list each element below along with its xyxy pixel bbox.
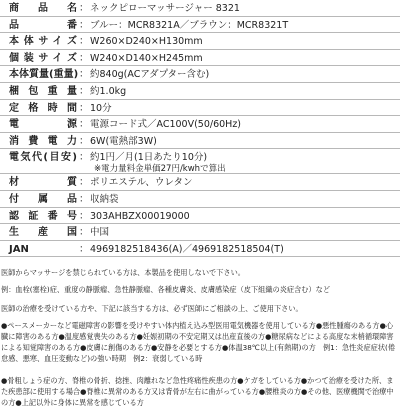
spec-row-package-size (0, 50, 400, 67)
spec-label: JAN (9, 243, 29, 255)
spec-label: 商品名 (9, 3, 77, 14)
spec-value: 約840g(ACアダプター含む) (90, 69, 210, 81)
spec-row-certification-number (0, 208, 400, 225)
spec-row-body-weight (0, 66, 400, 83)
caution-consult-doctor: 医師の治療を受けている方や、下記に該当する方は、必ず医師にご相談の上、ご使用下さい。 (1, 304, 303, 314)
spec-value: 約1.0kg (90, 86, 127, 97)
spec-value: 6W(電熱部3W) (90, 135, 157, 147)
spec-label: 消費電力 (9, 135, 77, 147)
spec-value: 303AHBZX00019000 (90, 210, 190, 222)
spec-colon: ： (79, 102, 89, 114)
spec-row-power-source (0, 116, 400, 133)
spec-colon: ： (79, 52, 89, 64)
spec-label: 材質 (9, 177, 77, 189)
spec-label: 付属品 (9, 194, 77, 205)
spec-row-package-weight (0, 83, 400, 100)
spec-label: 品番 (9, 19, 77, 31)
spec-row-jan-code (0, 241, 400, 258)
spec-label: 電気代(目安) (9, 152, 77, 164)
spec-value: 収納袋 (90, 194, 119, 205)
spec-label: 生産国 (9, 227, 77, 239)
spec-row-electricity-cost (0, 149, 400, 174)
spec-colon: ： (79, 177, 89, 189)
spec-label: 本体サイズ (9, 36, 77, 48)
spec-value: 電源コード式／AC100V(50/60Hz) (90, 119, 242, 131)
spec-row-material (0, 174, 400, 191)
spec-label: 個装サイズ (9, 52, 77, 64)
spec-value: 中国 (90, 227, 110, 239)
spec-colon: ： (79, 135, 89, 147)
spec-label: 定格時間 (9, 102, 77, 114)
spec-value: ポリエステル、ウレタン (90, 177, 193, 189)
spec-value: 4969182518436(A)／4969182518504(T) (90, 243, 284, 255)
spec-value: ネックピローマッサージャー 8321 (90, 3, 240, 14)
spec-colon: ： (79, 152, 89, 164)
spec-row-accessories (0, 191, 400, 208)
spec-value: W260×D240×H130mm (90, 36, 203, 48)
caution-additional-conditions: ●骨粗しょう症の方、脊椎の骨折、捻挫、肉離れなど急性疼痛性疾患の方●ケガをしている方●かつて治療を受けた所、また疾患部に使用する場合●脊椎に異常のある方又は背骨が左右に曲がっている方●腰椎炎の方●その他、医療機関で治療中の方●上記以外に身体に異常を感じている方 (1, 376, 394, 408)
spec-label: 認証番号 (9, 210, 77, 222)
spec-row-country-of-origin (0, 224, 400, 241)
spec-colon: ： (79, 119, 89, 131)
caution-prohibited-examples: 例：血栓(塞栓)症、重度の静脈瘤、急性静脈瘤、各種皮膚炎、皮膚感染症（皮下組織の炎症含む）など (1, 285, 331, 295)
spec-value: W240×D140×H245mm (90, 52, 203, 64)
spec-colon: ： (79, 227, 89, 239)
spec-value: 約1円／月(1日あたり10分) (90, 152, 208, 164)
spec-colon: ： (79, 86, 89, 97)
spec-row-product-name (0, 0, 400, 17)
spec-colon: ： (79, 36, 89, 48)
spec-label: 本体質量(重量) (9, 69, 79, 81)
spec-colon: ： (79, 69, 89, 81)
spec-value: 10分 (90, 102, 112, 114)
spec-footnote: ※電力量料金単価27円/kwhで算出 (94, 164, 226, 175)
caution-conditions-list: ●ペースメーカーなど電磁障害の影響を受けやすい体内植え込み型医用電気機器を使用している方●悪性腫瘍のある方●心臓に障害のある方●温度感覚喪失のある方●妊娠初期の不安定期又は出産直後の方●糖尿病などによる高度な末梢循環障害による知覚障害のある方●皮膚に創傷のある方●安静を必要とする方●体温38℃以上(有熱期)の方 例1：急性炎症症状(倦怠感、悪寒、血圧変動など)の強い時期 例2：衰弱している時 (1, 321, 396, 364)
spec-colon: ： (79, 194, 89, 205)
caution-prohibited: 医師からマッサージを禁じられている方は、本製品を使用しないで下さい。 (1, 268, 245, 278)
spec-colon: ： (79, 19, 89, 31)
spec-label: 電源 (9, 119, 77, 131)
spec-value: ブルー：MCR8321A／ブラウン：MCR8321T (90, 19, 289, 31)
spec-colon: ： (79, 3, 89, 14)
spec-row-power-consumption (0, 133, 400, 150)
spec-row-model-number (0, 17, 400, 34)
spec-colon: ： (79, 210, 89, 222)
spec-colon: ： (79, 243, 89, 255)
spec-row-body-size (0, 33, 400, 50)
spec-label: 梱包重量 (9, 86, 77, 97)
spec-row-rated-time (0, 100, 400, 117)
